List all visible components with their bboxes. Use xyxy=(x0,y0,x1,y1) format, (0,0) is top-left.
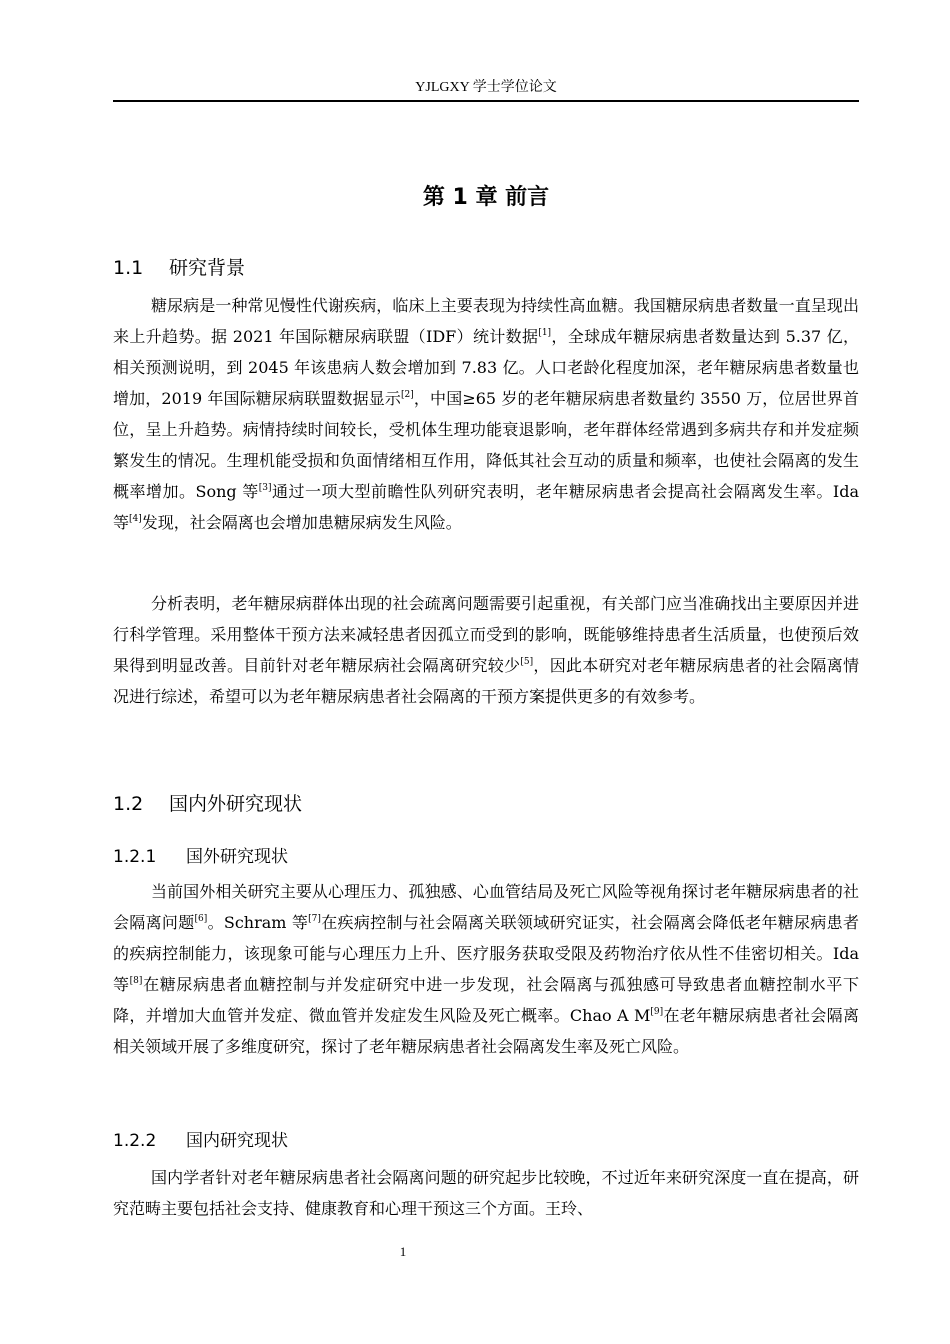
text-run: 当前国外相关研究主要从心理压力、孤独感、心血管结局及死亡风险等视角探讨老年糖尿病患者的社会隔离问题 xyxy=(113,882,859,932)
citation-ref: [8] xyxy=(129,976,143,986)
text-run: 分析表明，老年糖尿病群体出现的社会疏离问题需要引起重视，有关部门应当准确找出主要原因并进行科学管理。采用整体干预方法来减轻患者因孤立而受到的影响，既能够维持患者生活质量，也使预后效果得到明显改善。目前针对老年糖尿病社会隔离研究较少 xyxy=(113,594,859,675)
header-rule xyxy=(113,100,859,102)
citation-ref: [4] xyxy=(129,514,142,524)
section-number: 1.1 xyxy=(113,257,144,279)
text-run: 发现，社会隔离也会增加患糖尿病发生风险。 xyxy=(141,513,462,532)
citation-ref: [1] xyxy=(538,328,552,338)
section-heading-1-1 xyxy=(113,253,245,280)
citation-ref: [5] xyxy=(520,657,534,667)
paragraph-background-2 xyxy=(113,588,859,712)
text-run: 在糖尿病患者血糖控制与并发症研究中进一步发现，社会隔离与孤独感可导致患者血糖控制水平下降，并增加大血管并发症、微血管并发症发生风险及死亡概率。Chao A M xyxy=(113,975,859,1025)
text-run: 糖尿病是一种常见慢性代谢疾病，临床上主要表现为持续性高血糖。我国糖尿病患者数量一直呈现出来上升趋势。据 2021 年国际糖尿病联盟（IDF）统计数据 xyxy=(113,296,859,346)
text-run: 。Schram 等 xyxy=(207,913,309,932)
section-number: 1.2.1 xyxy=(113,847,157,867)
text-run: 通过一项大型前瞻性队列研究表明，老年糖尿病患者会提高社会隔离发生率。Ida 等 xyxy=(113,482,859,532)
section-title: 国外研究现状 xyxy=(186,847,288,867)
text-run: 国内学者针对老年糖尿病患者社会隔离问题的研究起步比较晚，不过近年来研究深度一直在提高，研究范畴主要包括社会支持、健康教育和心理干预这三个方面。王玲、 xyxy=(113,1168,859,1218)
section-title: 国内外研究现状 xyxy=(169,793,303,815)
paragraph-domestic-research xyxy=(113,1162,859,1224)
text-run: ，因此本研究对老年糖尿病患者的社会隔离情况进行综述，希望可以为老年糖尿病患者社会隔离的干预方案提供更多的有效参考。 xyxy=(113,656,859,706)
citation-ref: [2] xyxy=(401,390,414,400)
running-header: YJLGXY 学士学位论文 xyxy=(415,80,557,95)
text-run: ，中国≥65 岁的老年糖尿病患者数量约 3550 万，位居世界首位，呈上升趋势。病情持续时间较长，受机体生理功能衰退影响，老年群体经常遇到多病共存和并发症频繁发生的情况。生理机能受损和负面情绪相互作用，降低其社会互动的质量和频率，也使社会隔离的发生概率增加。Song 等 xyxy=(113,389,859,501)
section-heading-1-2 xyxy=(113,789,302,816)
paragraph-foreign-research xyxy=(113,876,859,1062)
section-title: 国内研究现状 xyxy=(186,1131,288,1151)
citation-ref: [9] xyxy=(650,1007,664,1017)
chapter-title: 第 1 章 前言 xyxy=(422,185,550,210)
text-run: 在老年糖尿病患者社会隔离相关领域开展了多维度研究，探讨了老年糖尿病患者社会隔离发生率及死亡风险。 xyxy=(113,1006,859,1056)
section-heading-1-2-1 xyxy=(113,842,288,867)
citation-ref: [6] xyxy=(194,914,208,924)
section-title: 研究背景 xyxy=(169,257,246,279)
section-number: 1.2 xyxy=(113,793,144,815)
section-number: 1.2.2 xyxy=(113,1131,157,1151)
section-heading-1-2-2 xyxy=(113,1126,288,1151)
citation-ref: [7] xyxy=(308,914,321,924)
page-number: 1 xyxy=(399,1244,407,1259)
citation-ref: [3] xyxy=(258,483,272,493)
text-run: 在疾病控制与社会隔离关联领域研究证实，社会隔离会降低老年糖尿病患者的疾病控制能力，该现象可能与心理压力上升、医疗服务获取受限及药物治疗依从性不佳密切相关。Ida 等 xyxy=(113,913,859,994)
paragraph-background-1 xyxy=(113,290,859,538)
text-run: ，全球成年糖尿病患者数量达到 5.37 亿，相关预测说明，到 2045 年该患病人数会增加到 7.83 亿。人口老龄化程度加深，老年糖尿病患者数量也增加，2019 年国际糖尿病联盟数据显示 xyxy=(113,327,859,408)
